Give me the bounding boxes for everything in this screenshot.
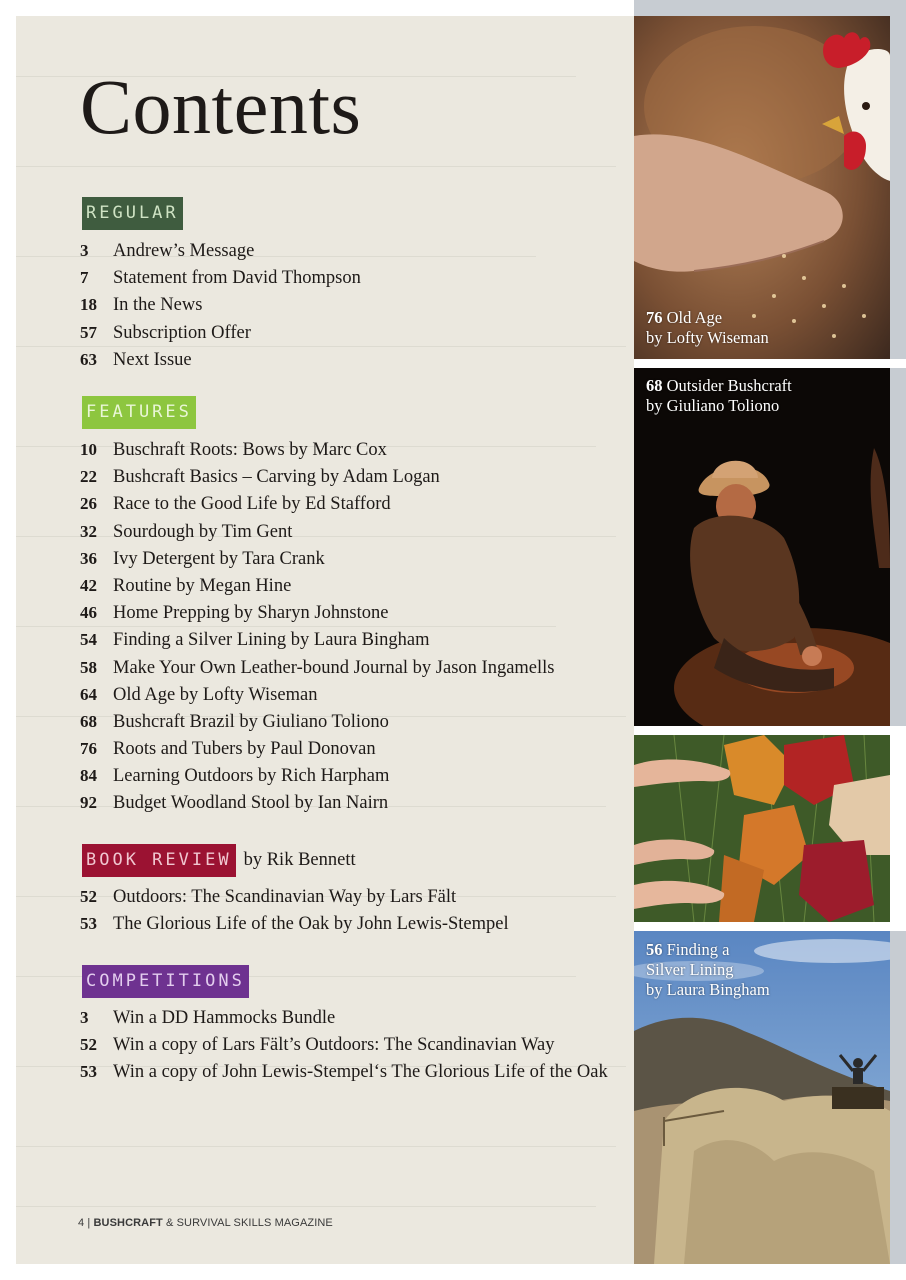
toc-item[interactable]: 57 Subscription Offer xyxy=(80,322,251,343)
contents-page xyxy=(16,16,634,1264)
side-bar-2 xyxy=(890,368,906,726)
toc-item[interactable]: 32 Sourdough by Tim Gent xyxy=(80,521,293,542)
autumn-leaves-image xyxy=(634,735,890,922)
competitions-list xyxy=(80,1004,608,1086)
toc-item[interactable]: 10 Buschraft Roots: Bows by Marc Cox xyxy=(80,440,387,460)
photo-caption-old-age: 76 Old Age by Lofty Wiseman xyxy=(646,308,769,347)
book-review-header xyxy=(82,844,356,877)
toc-item[interactable]: 52 Outdoors: The Scandinavian Way by Lars Fält xyxy=(80,887,457,907)
side-bar-top xyxy=(634,0,906,16)
section-badge-regular: REGULAR xyxy=(82,197,183,230)
photo-hen-feeding[interactable] xyxy=(634,16,890,359)
toc-item[interactable]: 68 Bushcraft Brazil by Giuliano Toliono xyxy=(80,711,389,732)
footer-page-number: 4 xyxy=(78,1217,85,1229)
toc-item[interactable]: 53 Win a copy of John Lewis-Stempel‘s The Glorious Life of the Oak xyxy=(80,1062,608,1083)
section-badge-competitions: COMPETITIONS xyxy=(82,965,249,998)
toc-item[interactable]: 53 The Glorious Life of the Oak by John Lewis-Stempel xyxy=(80,914,509,935)
toc-item[interactable]: 54 Finding a Silver Lining by Laura Bingham xyxy=(80,630,430,651)
side-bar-4 xyxy=(890,931,906,1264)
photo-caption-outsider-bushcraft: 68 Outsider Bushcraft by Giuliano Toliono xyxy=(646,376,792,415)
toc-item[interactable]: 3 Win a DD Hammocks Bundle xyxy=(80,1008,336,1028)
toc-item[interactable]: 26 Race to the Good Life by Ed Stafford xyxy=(80,494,391,515)
features-list xyxy=(80,436,555,817)
toc-item[interactable]: 18 In the News xyxy=(80,295,203,316)
side-bar-1 xyxy=(890,16,906,359)
toc-item[interactable]: 84 Learning Outdoors by Rich Harpham xyxy=(80,766,390,787)
toc-item[interactable]: 52 Win a copy of Lars Fält’s Outdoors: The Scandinavian Way xyxy=(80,1035,555,1056)
toc-item[interactable]: 63 Next Issue xyxy=(80,349,192,370)
toc-item[interactable]: 46 Home Prepping by Sharyn Johnstone xyxy=(80,603,389,624)
toc-item[interactable]: 58 Make Your Own Leather-bound Journal by Jason Ingamells xyxy=(80,657,555,678)
toc-item[interactable]: 64 Old Age by Lofty Wiseman xyxy=(80,684,318,705)
photo-outsider-bushcraft[interactable] xyxy=(634,368,890,726)
page-title: Contents xyxy=(80,63,362,150)
toc-item[interactable]: 7 Statement from David Thompson xyxy=(80,268,361,289)
toc-item[interactable]: 3 Andrew’s Message xyxy=(80,241,255,261)
toc-item[interactable]: 36 Ivy Detergent by Tara Crank xyxy=(80,548,325,569)
regular-list xyxy=(80,237,361,373)
toc-item[interactable]: 22 Bushcraft Basics – Carving by Adam Logan xyxy=(80,467,440,488)
footer-brand: BUSHCRAFT xyxy=(93,1217,163,1229)
outsider-bushcraft-image xyxy=(634,368,890,726)
toc-item[interactable]: 76 Roots and Tubers by Paul Donovan xyxy=(80,739,376,760)
photo-autumn-leaves[interactable] xyxy=(634,735,890,922)
book-review-byline: by Rik Bennett xyxy=(243,850,356,870)
toc-item[interactable]: 92 Budget Woodland Stool by Ian Nairn xyxy=(80,793,389,814)
page-footer: 4 | BUSHCRAFT & SURVIVAL SKILLS MAGAZINE xyxy=(78,1217,333,1229)
photo-caption-silver-lining: 56 Finding a Silver Lining by Laura Bingham xyxy=(646,940,770,999)
footer-magazine-name: & SURVIVAL SKILLS MAGAZINE xyxy=(166,1217,333,1229)
photo-silver-lining[interactable] xyxy=(634,931,890,1264)
section-badge-features: FEATURES xyxy=(82,396,196,429)
section-badge-book-review: BOOK REVIEW xyxy=(82,844,236,877)
toc-item[interactable]: 42 Routine by Megan Hine xyxy=(80,575,292,596)
book-review-list xyxy=(80,883,509,937)
